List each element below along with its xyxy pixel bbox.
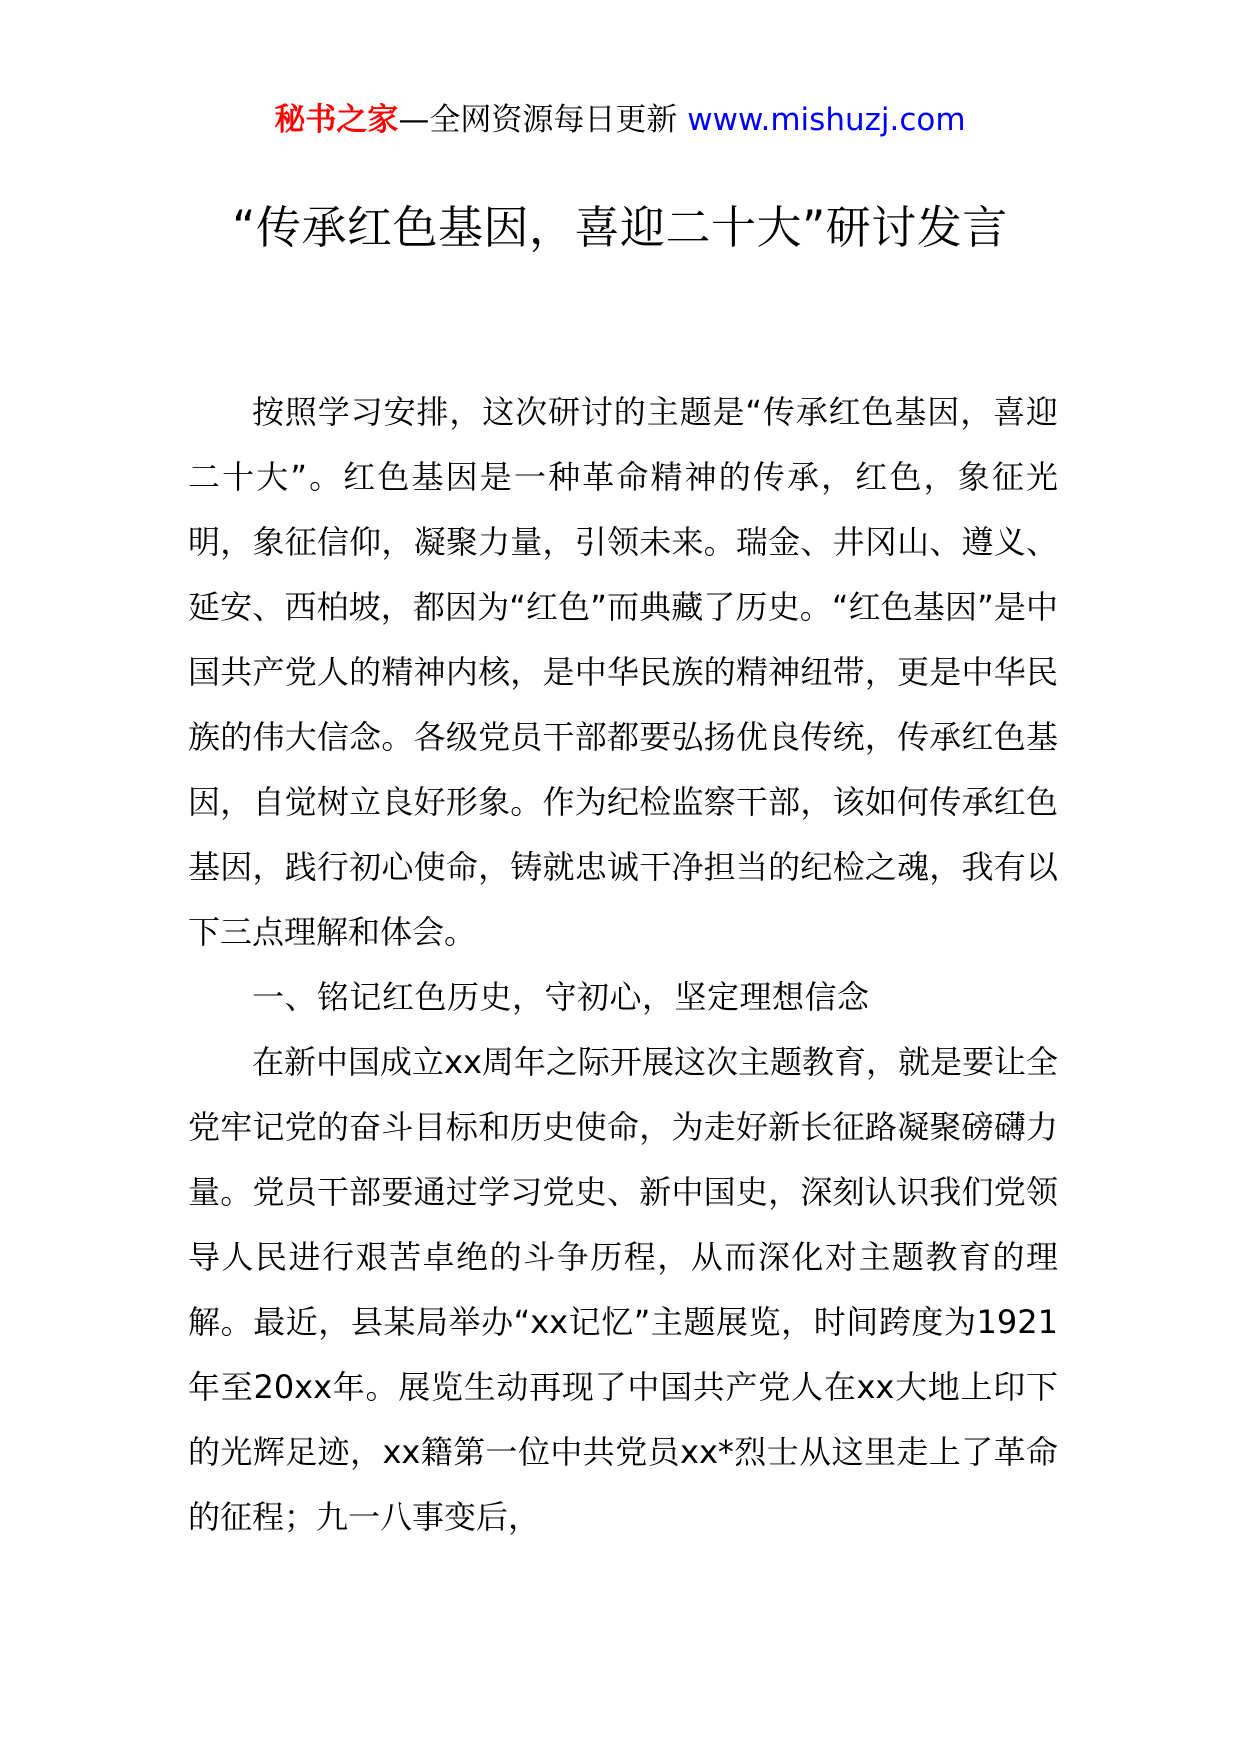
section-heading-1: 一、铭记红色历史，守初心，坚定理想信念 xyxy=(252,978,870,1016)
site-url: www.mishuzj.com xyxy=(687,102,966,138)
paragraph-intro: 按照学习安排，这次研讨的主题是“传承红色基因，喜迎二十大”。红色基因是一种革命精神的传承，红色，象征光明，象征信仰，凝聚力量，引领未来。瑞金、井冈山、遵义、延安、西柏坡，都因为“红色”而典藏了历史。“红色基因”是中国共产党人的精神内核，是中华民族的精神纽带，更是中华民族的伟大信念。各级党员干部都要弘扬优良传统，传承红色基因，自觉树立良好形象。作为纪检监察干部，该如何传承红色基因，践行初心使命，铸就忠诚干净担当的纪检之魂，我有以下三点理解和体会。 xyxy=(188,393,1058,951)
site-tagline: —全网资源每日更新 xyxy=(398,102,678,138)
document-body xyxy=(188,380,1058,1550)
paragraph-section-1: 在新中国成立xx周年之际开展这次主题教育，就是要让全党牢记党的奋斗目标和历史使命，为走好新长征路凝聚磅礴力量。党员干部要通过学习党史、新中国史，深刻认识我们党领导人民进行艰苦卓绝的斗争历程，从而深化对主题教育的理解。最近，县某局举办“xx记忆”主题展览，时间跨度为1921年至20xx年。展览生动再现了中国共产党人在xx大地上印下的光辉足迹，xx籍第一位中共党员xx*烈士从这里走上了革命的征程；九一八事变后， xyxy=(188,1043,1058,1536)
site-header xyxy=(0,98,1240,142)
brand-name: 秘书之家 xyxy=(274,102,399,138)
document-title: “传承红色基因，喜迎二十大”研讨发言 xyxy=(232,201,1008,254)
